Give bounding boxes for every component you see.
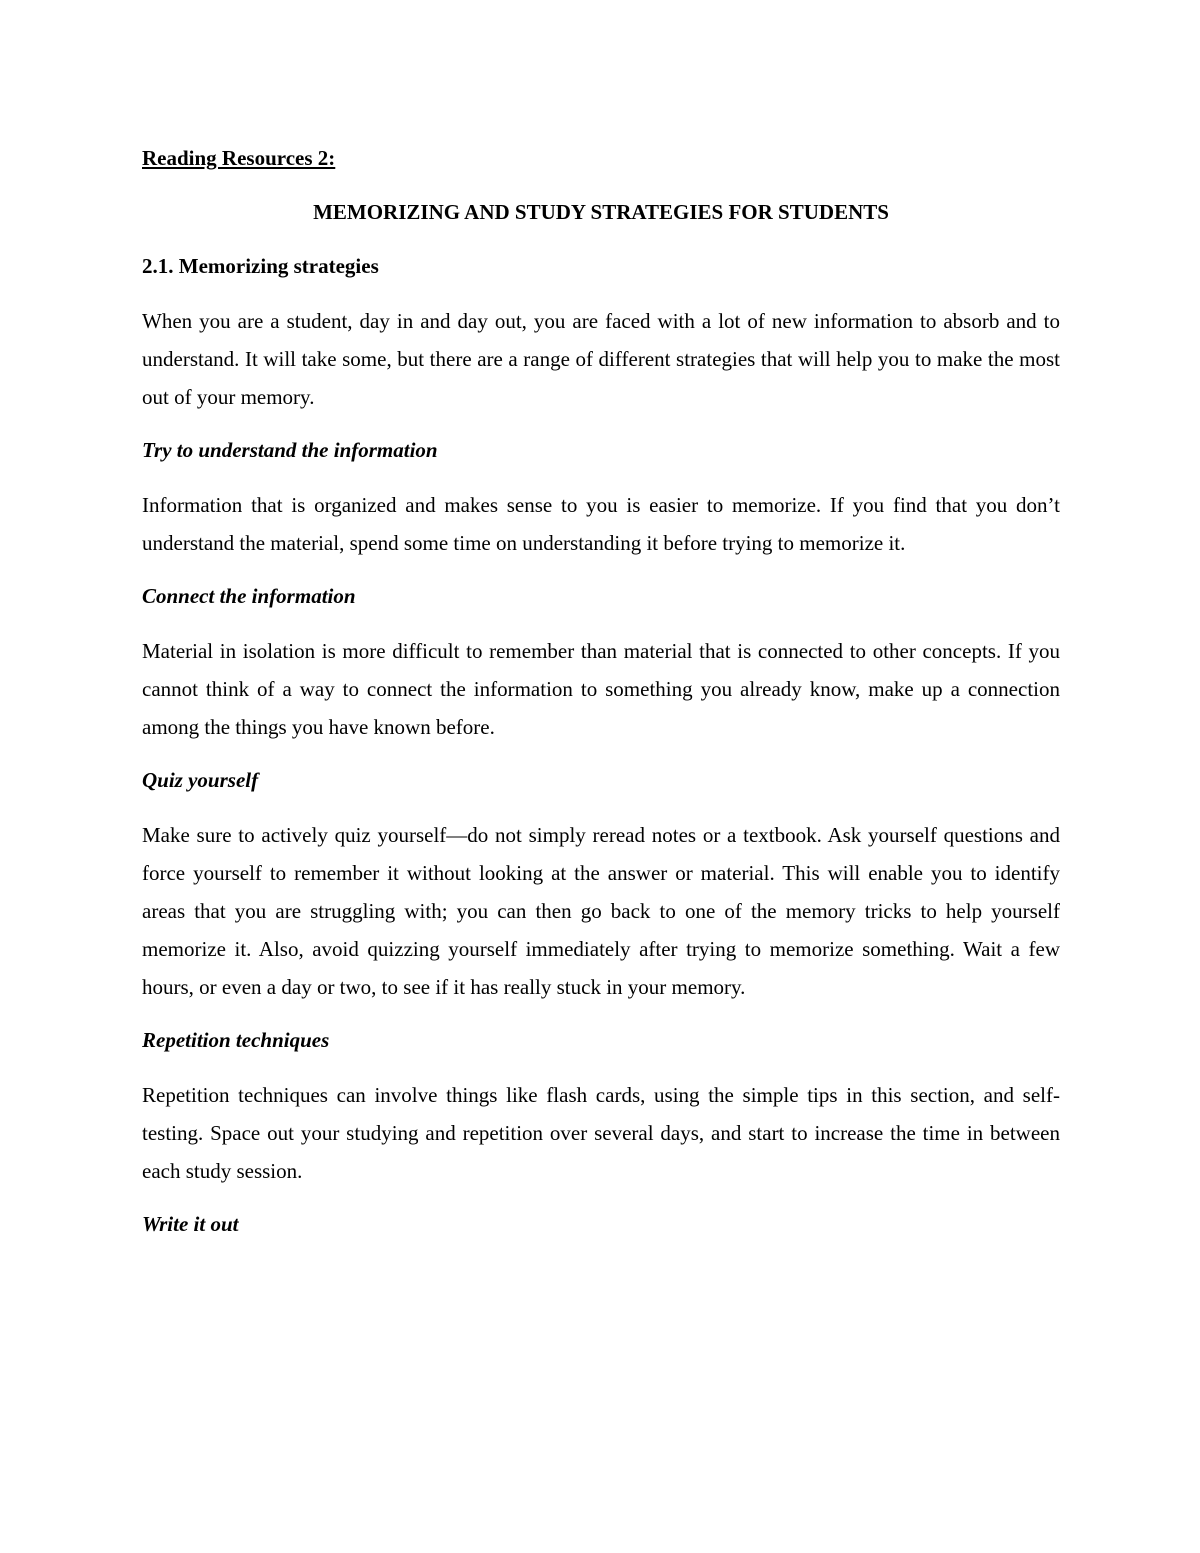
subheading-connect: Connect the information <box>142 584 356 608</box>
paragraph-repetition: Repetition techniques can involve things like flash cards, using the simple tips in this section, and self-testing. Space out your studying and repetition over several days, and start to increase the time in between each study session. <box>142 1083 1060 1183</box>
section-heading: 2.1. Memorizing strategies <box>142 254 379 278</box>
subheading-repetition: Repetition techniques <box>142 1028 330 1052</box>
subheading-quiz: Quiz yourself <box>142 768 259 792</box>
paragraph-quiz: Make sure to actively quiz yourself—do not simply reread notes or a textbook. Ask yourself questions and force yourself to remember it without looking at the answer or material. This will enable you to identify areas that you are struggling with; you can then go back to one of the memory tricks to help yourself memorize it. Also, avoid quizzing yourself immediately after trying to memorize something. Wait a few hours, or even a day or two, to see if it has really stuck in your memory. <box>142 823 1060 999</box>
page-content <box>142 140 1060 1260</box>
paragraph-connect: Material in isolation is more difficult to remember than material that is connected to other concepts. If you cannot think of a way to connect the information to something you already know, make up a connection among the things you have known before. <box>142 639 1060 739</box>
intro-paragraph: When you are a student, day in and day out, you are faced with a lot of new information to absorb and to understand. It will take some, but there are a range of different strategies that will help you to make the most out of your memory. <box>142 309 1060 409</box>
subheading-write: Write it out <box>142 1212 239 1236</box>
paragraph-understand: Information that is organized and makes sense to you is easier to memorize. If you find that you don’t understand the material, spend some time on understanding it before trying to memorize it. <box>142 493 1060 555</box>
document-label: Reading Resources 2: <box>142 146 336 170</box>
subheading-understand: Try to understand the information <box>142 438 438 462</box>
document-title: MEMORIZING AND STUDY STRATEGIES FOR STUDENTS <box>313 200 889 224</box>
